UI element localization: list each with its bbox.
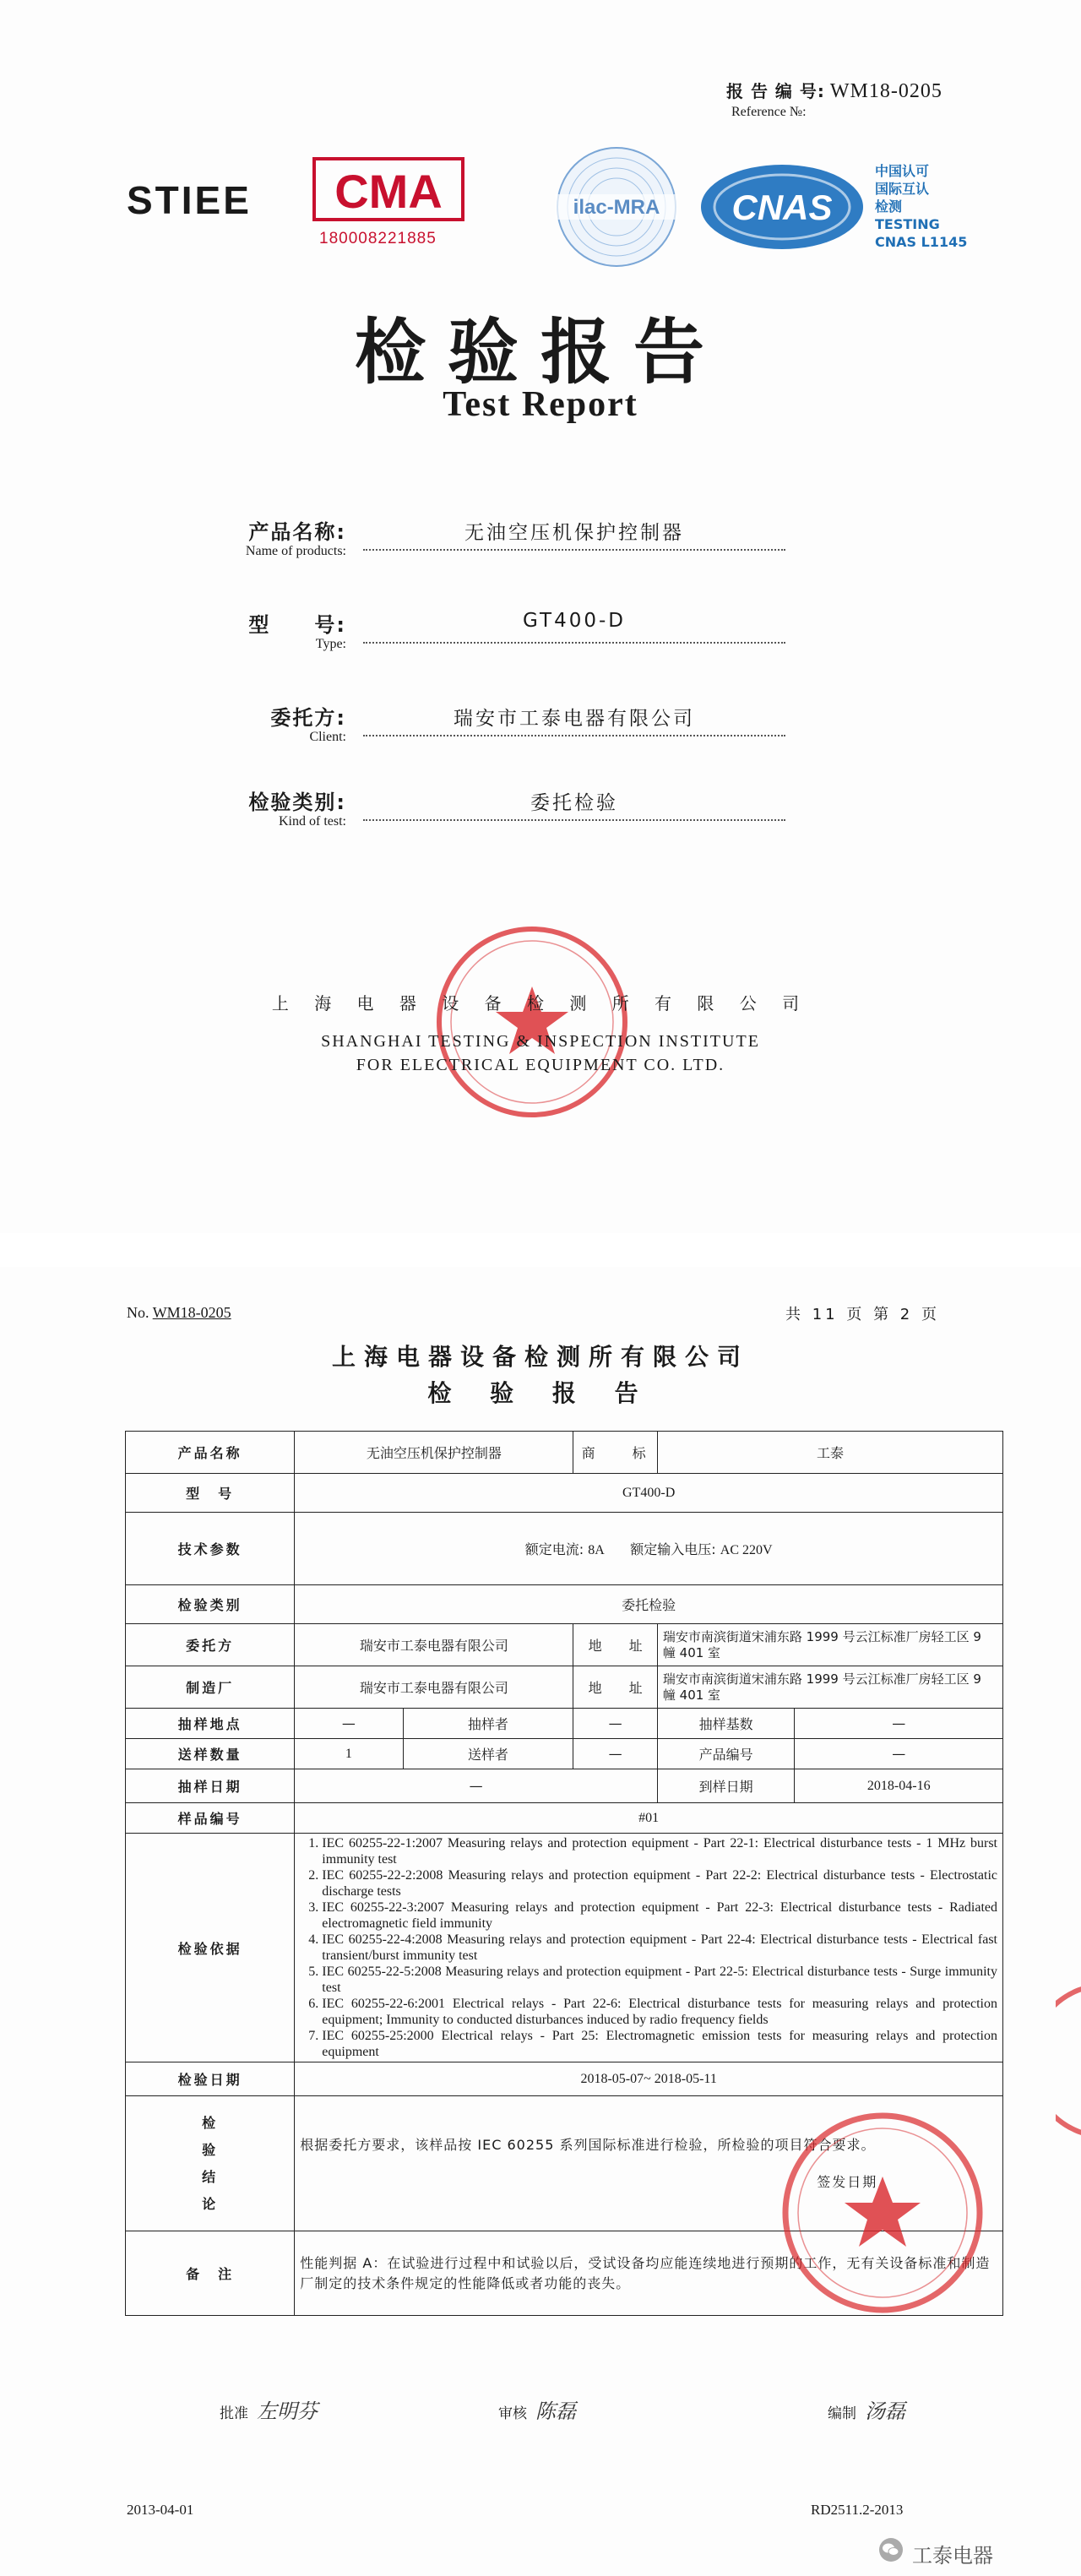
compiler-signature: 汤磊 <box>865 2399 905 2423</box>
reviewer-signature: 陈磊 <box>535 2399 576 2423</box>
report-page <box>0 1267 1081 2576</box>
table-row: 检验日期 2018-05-07~ 2018-05-11 <box>126 2062 1003 2096</box>
wechat-icon <box>878 2537 904 2562</box>
svg-text:CMA: CMA <box>334 165 443 218</box>
cnas-caption: 中国认可 国际互认 检测 TESTING CNAS L1145 <box>875 163 968 250</box>
list-item: 2. IEC 60255-22-2:2008 Measuring relays and protection equipment - Part 22-2: Electrical disturbance tests - Electrostatic discharge tests <box>322 1867 997 1899</box>
list-item: 7. IEC 60255-25:2000 Electrical relays - Part 25: Electromagnetic emission tests for measuring relays and protection equipment <box>322 2028 997 2060</box>
reference-label: 报 告 编 号: WM18-0205 <box>726 80 942 102</box>
table-row: 备 注 性能判据 A：在试验进行过程中和试验以后，受试设备均应能连续地进行预期的工作，无有关设备标准和制造厂制定的技术条件规定的性能降低或者功能的丧失。 <box>126 2231 1003 2316</box>
official-seal-icon <box>777 2107 988 2318</box>
approver-signature: 左明芬 <box>257 2399 318 2423</box>
field-product-name: 产品名称: Name of products: 无油空压机保护控制器 <box>194 515 870 574</box>
field-kind-of-test: 检验类别: Kind of test: 委托检验 <box>194 785 870 845</box>
report-number: No. WM18-0205 <box>127 1304 231 1321</box>
list-item: 1. IEC 60255-22-1:2007 Measuring relays and protection equipment - Part 22-1: Electrical disturbance tests - 1 MHz burst immunity test <box>322 1835 997 1867</box>
table-row: 型 号 GT400-D <box>126 1474 1003 1513</box>
official-seal-icon <box>431 921 633 1123</box>
footer-date: 2013-04-01 <box>127 2502 194 2518</box>
table-row: 检 验 结 论 根据委托方要求，该样品按 IEC 60255 系列国际标准进行检验，所检验的项目符合要求。 签发日期 <box>126 2096 1003 2231</box>
field-client: 委托方: Client: 瑞安市工泰电器有限公司 <box>194 701 870 760</box>
table-row: 抽样日期 — 到样日期 2018-04-16 <box>126 1769 1003 1803</box>
list-item: 3. IEC 60255-22-3:2007 Measuring relays and protection equipment - Part 22-3: Electrical disturbance tests - Radiated electromagnetic field immunity <box>322 1899 997 1932</box>
reference-label-en: Reference №: <box>731 105 807 119</box>
stiee-logo: STIEE <box>127 178 252 222</box>
reference-number: WM18-0205 <box>829 80 942 102</box>
table-row: 送样数量 1 送样者 — 产品编号 — <box>126 1739 1003 1769</box>
reviewer: 审核 陈磊 <box>498 2399 576 2423</box>
institute-name-cn: 上 海 电 器 设 备 检 测 所 有 限 公 司 <box>271 993 810 1014</box>
cma-logo-icon <box>312 152 464 228</box>
cnas-logo-icon <box>698 160 866 253</box>
field-type: 型 号: Type: GT400-D <box>194 608 870 667</box>
title-english: Test Report <box>443 385 638 424</box>
organization-name: 上海电器设备检测所有限公司 <box>331 1343 749 1371</box>
wechat-watermark: 工泰电器 <box>878 2534 1064 2568</box>
ilac-mra-logo-icon <box>540 144 693 270</box>
table-row: 检验类别 委托检验 <box>126 1585 1003 1624</box>
seal-fragment-icon <box>1056 1976 1081 2145</box>
title-chinese: 检验报告 <box>354 311 726 394</box>
table-row: 抽样地点 — 抽样者 — 抽样基数 — <box>126 1709 1003 1739</box>
table-row: 技术参数 额定电流: 8A 额定输入电压: AC 220V <box>126 1513 1003 1585</box>
approver: 批准 左明芬 <box>220 2399 318 2423</box>
table-row: 检验依据 1. IEC 60255-22-1:2007 Measuring relays and protection equipment - Part 22-1: Electrical disturbance tests - 1 MHz burst immunity test 2. IEC 60255-22-2:2008 Measuring relays and protection equipment - Part 22-2: Electrical disturbance tests - Electrostatic discharge tests 3. IEC 60255-22-3:2007 Measuring relays and protection equipment - Part 22-3: Electrical disturbance tests - Radiated electromagnetic field immunity 4. IEC 60255-22-4:2008 Measuring relays and protection equipment - Part 22-4: Electrical disturbance tests - Electrical fast transient/burst immunity test 5. IEC 60255-22-5:2008 Measuring relays and protection equipment - Part 22-5: Electrical disturbance tests - Surge immunity test 6. IEC 60255-22-6:2001 Electrical relays - Part 22-6: Electrical disturbance tests for measuring relays and protection equipment; Immunity to conducted disturbances induced by radio frequency fields 7. IEC 60255-25:2000 Electrical relays - Part 25: Electromagnetic emission tests for measuring relays and protection equipment <box>126 1834 1003 2062</box>
compiler: 编制 汤磊 <box>828 2399 905 2423</box>
report-title: 检 验 报 告 <box>427 1379 654 1407</box>
list-item: 5. IEC 60255-22-5:2008 Measuring relays and protection equipment - Part 22-5: Electrical disturbance tests - Surge immunity test <box>322 1964 997 1996</box>
list-item: 4. IEC 60255-22-4:2008 Measuring relays and protection equipment - Part 22-4: Electrical disturbance tests - Electrical fast transient/burst immunity test <box>322 1932 997 1964</box>
svg-text:ilac-MRA: ilac-MRA <box>573 196 660 219</box>
table-row: 样品编号 #01 <box>126 1803 1003 1834</box>
test-basis-list <box>295 1834 1003 2062</box>
table-row: 委托方 瑞安市工泰电器有限公司 地 址 瑞安市南滨街道宋浦东路 1999 号云江标准厂房轻工区 9 幢 401 室 <box>126 1624 1003 1666</box>
cover-page <box>0 0 1081 1233</box>
institute-name-en-1: SHANGHAI TESTING & INSPECTION INSTITUTE <box>321 1032 760 1051</box>
page-indicator: 共 11 页 第 2 页 <box>785 1306 940 1323</box>
institute-name-en-2: FOR ELECTRICAL EQUIPMENT CO. LTD. <box>356 1056 725 1074</box>
table-row: 制造厂 瑞安市工泰电器有限公司 地 址 瑞安市南滨街道宋浦东路 1999 号云江标准厂房轻工区 9 幢 401 室 <box>126 1666 1003 1709</box>
cma-number: 180008221885 <box>319 230 437 247</box>
issue-date: 签发日期 <box>817 2173 878 2190</box>
footer-form-code: RD2511.2-2013 <box>811 2502 904 2518</box>
conclusion-cell: 根据委托方要求，该样品按 IEC 60255 系列国际标准进行检验，所检验的项目符合要求。 签发日期 <box>295 2096 1003 2231</box>
table-row: 产品名称 无油空压机保护控制器 商 标 工泰 <box>126 1432 1003 1474</box>
svg-text:CNAS: CNAS <box>731 187 833 227</box>
list-item: 6. IEC 60255-22-6:2001 Electrical relays - Part 22-6: Electrical disturbance tests for measuring relays and protection equipment; Immunity to conducted disturbances induced by radio frequency fields <box>322 1996 997 2028</box>
